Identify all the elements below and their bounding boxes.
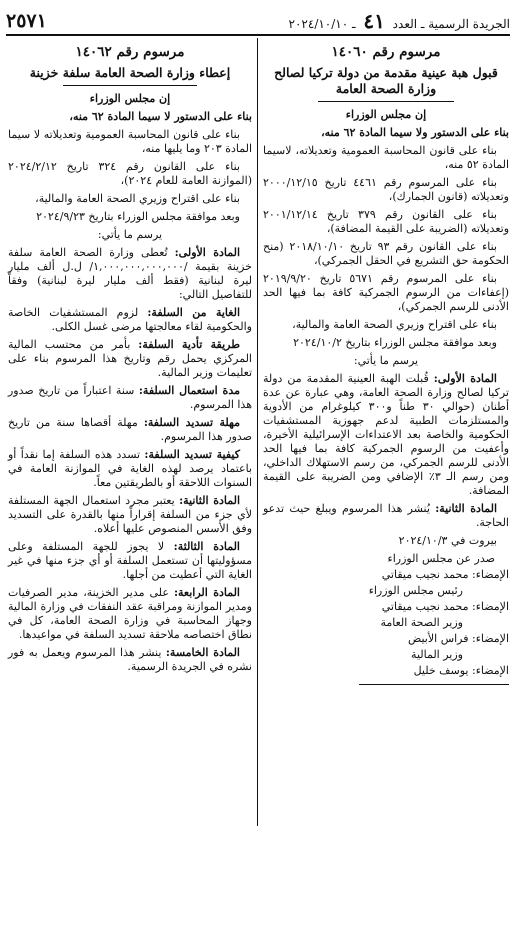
signature-line: وزير المالية [411, 648, 463, 661]
recital: بناء على القانون رقم ٣٢٤ تاريخ ٢٠٢٤/٢/١٢ (الموازنة العامة للعام ٢٠٢٤)، [8, 160, 252, 187]
constitution-basis: بناء على الدستور لا سيما المادة ٦٢ منه، [69, 110, 252, 123]
clause [8, 306, 252, 334]
clause-label: المادة الأولى: [174, 246, 240, 259]
decree-title: مرسوم رقم ١٤٠٦٠ [331, 44, 441, 60]
recital: بناء على قانون المحاسبة العمومية وتعديلاته لا سيما المادة ٢٠٣ وما يليها منه، [8, 128, 252, 155]
recital: وبعد موافقة مجلس الوزراء بتاريخ ٢٠٢٤/١٠/٢ [293, 336, 497, 349]
end-rule [359, 684, 509, 685]
issue-date: ـ ٢٠٢٤/١٠/١٠ [288, 17, 356, 31]
decree-subtitle: قبول هبة عينية مقدمة من دولة تركيا لصالح وزارة الصحة العامة [274, 65, 498, 96]
clause [8, 246, 252, 302]
recital: بناء على القانون رقم ٩٣ تاريخ ٢٠١٨/١٠/١٠ (منح الحكومة حق التشريع في الحقل الجمركي)، [263, 240, 509, 267]
signature-line: الإمضاء: محمد نجيب ميقاتي [381, 600, 509, 613]
article-label: المادة الثانية: [435, 502, 497, 515]
clause [8, 646, 252, 674]
page-number: ٢٥٧١ [6, 10, 47, 32]
clause-text: ينشر هذا المرسوم ويعمل به فور نشره في الجريدة الرسمية. [8, 646, 252, 673]
clause-label: الغاية من السلفة: [147, 306, 240, 319]
clause-label: المادة الثانية: [179, 494, 240, 507]
clause-label: كيفية تسديد السلفة: [144, 448, 240, 461]
clause-label: المادة الثالثة: [173, 540, 240, 553]
gazette-title: الجريدة الرسمية ـ العدد [392, 17, 510, 31]
recital: بناء على المرسوم رقم ٥٦٧١ تاريخ ٢٠١٩/٩/٢٠ (إعفاءات من الرسوم الجمركية كافة بما فيها الحد الأدنى للرسم الجمركي)، [263, 272, 509, 313]
signature-line: الإمضاء: فراس الأبيض [408, 632, 509, 645]
clause [8, 416, 252, 444]
clause [8, 384, 252, 412]
clause-label: المادة الخامسة: [165, 646, 240, 659]
title-rule [63, 85, 197, 86]
recital: بناء على القانون رقم ٣٧٩ تاريخ ٢٠٠١/١٢/١٤ وتعديلاته (الضريبة على القيمة المضافة)، [263, 208, 509, 235]
article-text: يُنشر هذا المرسوم ويبلغ حيث تدعو الحاجة. [263, 502, 509, 529]
clause-text: بأمر من محتسب المالية المركزي يحمل رقم وتاريخ هذا المرسوم بناء على تعليمات وزير المالية. [8, 338, 252, 379]
decree-14062 [8, 44, 252, 678]
clause-text: على مدير الخزينة، مدير الصرفيات ومدير الموازنة ومراقبة عقد النفقات في وزارة المالية وجهاز المحاسبة في وزارة الصحة العامة، كل في نطاق اختصاصه ملاحقة تسديد السلفة في مواعيدها. [8, 586, 252, 641]
decree-title: مرسوم رقم ١٤٠٦٢ [75, 44, 185, 60]
recital: بناء على اقتراح وزيري الصحة العامة والمالية، [292, 318, 497, 331]
recital: بناء على المرسوم رقم ٤٤٦١ تاريخ ٢٠٠٠/١٢/١٥ وتعديلاته (قانون الجمارك)، [263, 176, 509, 203]
clause-text: يعتبر مجرد استعمال الجهة المستلفة لأي جزء من السلفة إقراراً منها بالقدرة على التسديد وفق الأسس المنصوص عليها أعلاه. [8, 494, 252, 535]
clause-label: طريقة تأدية السلفة: [138, 338, 240, 351]
clause-text: تُعطى وزارة الصحة العامة سلفة خزينة بقيمة /١,٠٠٠,٠٠٠,٠٠٠,٠٠٠/ ل.ل ألف مليار ليرة لبنانية (فقط ألف مليار ليرة لبنانية) وفقاً للتفاصيل التالي: [8, 246, 252, 301]
article-label: المادة الأولى: [433, 372, 497, 385]
clause [8, 448, 252, 490]
constitution-basis: بناء على الدستور ولا سيما المادة ٦٢ منه، [321, 126, 509, 139]
clause [8, 586, 252, 642]
decrees-line: يرسم ما يأتي: [97, 228, 163, 241]
article [263, 502, 509, 530]
clause-text: لا يجوز للجهة المستلفة وعلى مسؤوليتها أن تستعمل السلفة أو أي جزء منها في غير الغاية التي أعطيت من أجلها. [8, 540, 252, 581]
recital: وبعد موافقة مجلس الوزراء بتاريخ ٢٠٢٤/٩/٢٣ [36, 210, 240, 223]
clause-text: سنة اعتباراً من تاريخ صدور هذا المرسوم. [8, 384, 252, 411]
clause-label: مدة استعمال السلفة: [138, 384, 240, 397]
signature-block [263, 552, 509, 678]
clause-label: مهلة تسديد السلفة: [143, 416, 240, 429]
gazette-masthead [289, 9, 510, 33]
signature-line: صدر عن مجلس الوزراء [387, 552, 495, 565]
clause [8, 540, 252, 582]
clause [8, 338, 252, 380]
clause-text: لزوم المستشفيات الخاصة والحكومية لقاء معالجتها مرضى غسل الكلى. [8, 306, 252, 333]
clause-text: تسدد هذه السلفة إما نقداً أو باعتماد يرصد لهذه الغاية في الموازنة العامة في السنوات اللاحقة أو بالطريقتين معاً. [8, 448, 252, 489]
council-heading: إن مجلس الوزراء [345, 108, 427, 121]
article [263, 372, 509, 498]
page-header [6, 8, 510, 34]
signature-line: وزير الصحة العامة [380, 616, 463, 629]
clause-label: المادة الرابعة: [173, 586, 240, 599]
recital: بناء على اقتراح وزيري الصحة العامة والمالية، [35, 192, 240, 205]
signature-line: رئيس مجلس الوزراء [368, 584, 463, 597]
clause [8, 494, 252, 536]
decrees-line: يرسم ما يأتي: [353, 354, 419, 367]
issue-number: ٤١ [363, 9, 385, 33]
decree-subtitle: إعطاء وزارة الصحة العامة سلفة خزينة [29, 65, 231, 80]
signature-line: الإمضاء: يوسف خليل [413, 664, 509, 677]
header-rule [6, 34, 510, 36]
recital: بناء على قانون المحاسبة العمومية وتعديلاته، لاسيما المادة ٥٢ منه، [263, 144, 509, 171]
decree-14060 [263, 44, 509, 685]
column-divider [257, 38, 258, 826]
article-text: قُبلت الهبة العينية المقدمة من دولة تركيا لصالح وزارة الصحة العامة، وهي عبارة عن عدة أطنان (حوالي ٣٠ طناً و٣٠٠ كيلوغرام من الأدوية والمستلزمات الطبية لدعم جهوزية المستشفيات الحكومية والخاصة بعد الاعتداءات الإسرائيلية الأخيرة، وأعفيت من الرسوم الجمركية كافة بما فيها الحد الأدنى للرسم الجمركي، من رسم الاستهلاك الداخلي، ومن رسم الـ ٣٪ الإضافي ومن الضريبة على القيمة المضافة. [263, 372, 509, 497]
clause-text: مهلة أقصاها سنة من تاريخ صدور هذا المرسوم. [8, 416, 252, 443]
title-rule [318, 101, 453, 102]
place-date: بيروت في ٢٠٢٤/١٠/٣ [398, 534, 497, 547]
council-heading: إن مجلس الوزراء [89, 92, 171, 105]
signature-line: الإمضاء: محمد نجيب ميقاتي [381, 568, 509, 581]
